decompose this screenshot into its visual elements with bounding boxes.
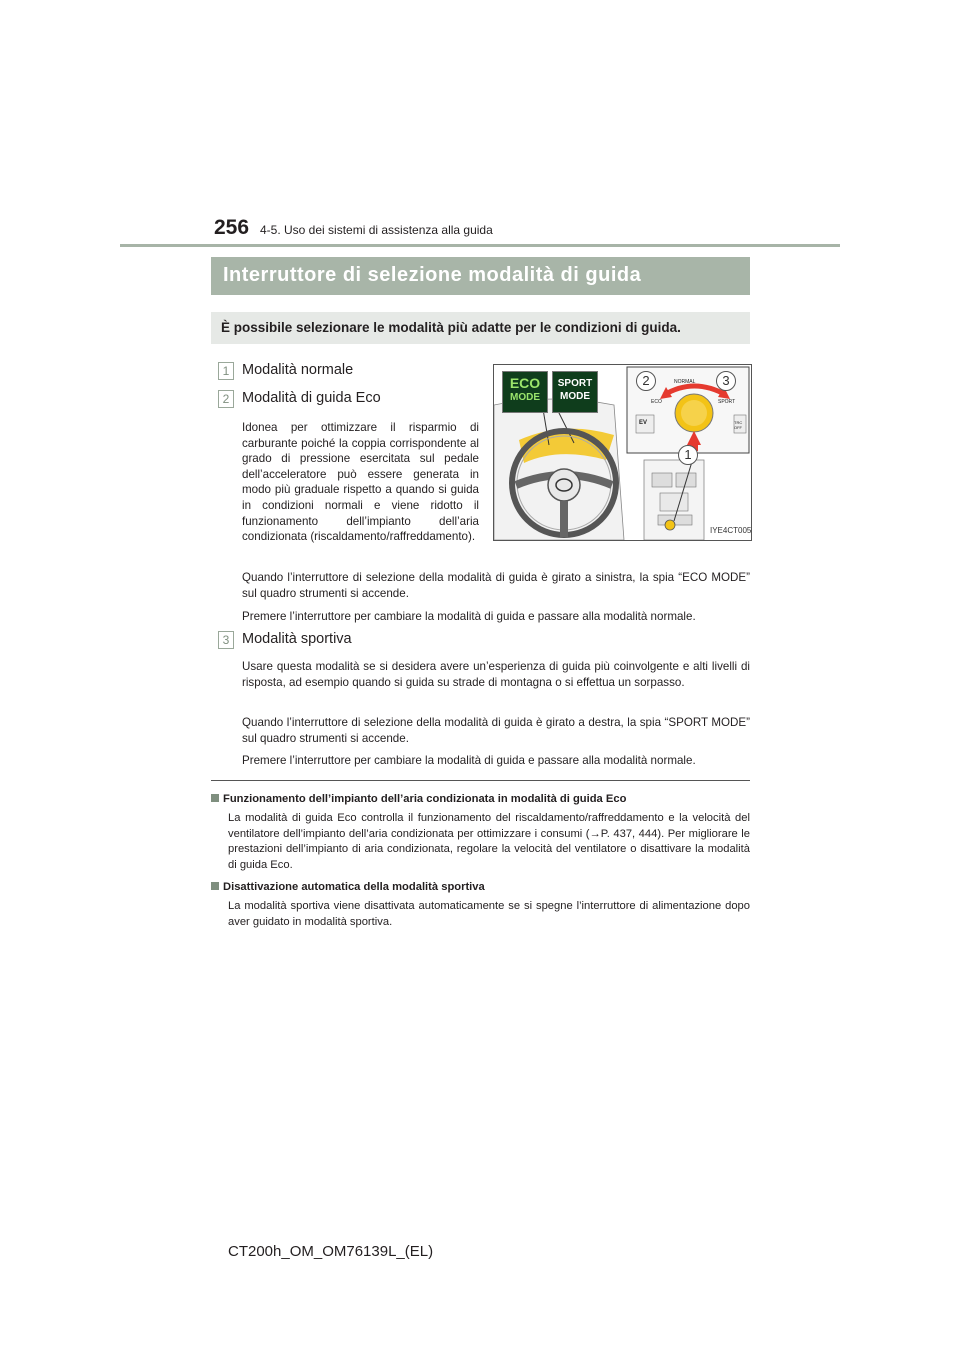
intro-text: È possibile selezionare le modalità più adatte per le condizioni di guida. bbox=[221, 320, 681, 335]
item-label-sport: Modalità sportiva bbox=[242, 631, 352, 647]
note-heading-eco bbox=[211, 793, 626, 805]
page-number: 256 bbox=[214, 216, 250, 239]
intro-box bbox=[211, 312, 750, 344]
item-label-eco: Modalità di guida Eco bbox=[242, 390, 381, 406]
document-code: CT200h_OM_OM76139L_(EL) bbox=[228, 1243, 434, 1260]
bullet-square-icon bbox=[211, 794, 219, 802]
sport-mode-indicator bbox=[552, 371, 598, 413]
note-heading-eco-text: Funzionamento dell’impianto dell’aria condizionata in modalità di guida Eco bbox=[223, 793, 627, 805]
eco-description: Idonea per ottimizzare il risparmio di carburante poiché la coppia corrispondente al grado di pressione esercitata sul pedale dell’acceleratore può essere generata in modo più graduale rispetto a quando si guida in condizioni normali e viene ridotto il funzionamento dell’impianto dell’aria condizionata (riscaldamento/raffreddamento). bbox=[242, 421, 479, 544]
item-number-3: 3 bbox=[218, 631, 234, 649]
item-number-2: 2 bbox=[218, 390, 234, 408]
section-path: 4-5. Uso dei sistemi di assistenza alla guida bbox=[260, 223, 493, 237]
eco-mode-line1: ECO bbox=[509, 375, 541, 391]
sport-mode-line2: MODE bbox=[560, 391, 590, 402]
sport-mode-line1: SPORT bbox=[557, 378, 593, 389]
section-title-bar bbox=[211, 257, 750, 295]
figure-code: IYE4CT005 bbox=[710, 526, 752, 535]
header-rule bbox=[120, 244, 840, 247]
note-text-sport: La modalità sportiva viene disattivata automaticamente se si spegne l’interruttore di alimentazione dopo aver guidato in modalità sportiva. bbox=[228, 900, 750, 928]
sport-return-text: Premere l’interruttore per cambiare la modalità di guida e passare alla modalità normale. bbox=[242, 754, 696, 767]
sport-indicator-text: Quando l’interruttore di selezione della modalità di guida è girato a destra, la spia “SPORT MODE” sul quadro strumenti si accende. bbox=[242, 716, 750, 745]
note-heading-sport bbox=[211, 881, 485, 893]
item-number-1: 1 bbox=[218, 362, 234, 380]
bullet-square-icon bbox=[211, 882, 219, 890]
callout-3: 3 bbox=[716, 371, 736, 391]
section-title: Interruttore di selezione modalità di guida bbox=[223, 264, 642, 286]
callout-1: 1 bbox=[678, 445, 698, 465]
ev-button-label: EV bbox=[639, 420, 648, 426]
knob-sport-label: SPORT bbox=[718, 399, 736, 405]
sport-description: Usare questa modalità se si desidera avere un’esperienza di guida più coinvolgente e alti livelli di risposta, ad esempio quando si guida su strade di montagna o si effettua un sorpasso. bbox=[242, 660, 750, 689]
knob-normal-label: NORMAL bbox=[674, 379, 696, 385]
item-label-normal: Modalità normale bbox=[242, 362, 354, 378]
eco-indicator-text: Quando l’interruttore di selezione della modalità di guida è girato a sinistra, la spia “ECO MODE” sul quadro strumenti si accende. bbox=[242, 571, 750, 600]
eco-mode-indicator bbox=[502, 371, 548, 413]
note-heading-sport-text: Disattivazione automatica della modalità sportiva bbox=[223, 881, 485, 893]
drive-mode-illustration bbox=[493, 364, 752, 541]
callout-2: 2 bbox=[636, 371, 656, 391]
eco-mode-line2: MODE bbox=[510, 392, 540, 403]
note-text-eco: La modalità di guida Eco controlla il funzionamento del riscaldamento/raffreddamento e la velocità del ventilatore dell’impianto dell’aria condizionata per ottimizzare i consumi (→P. 437, 444). Per migliorare le prestazioni dell’impianto di aria condizionata, regolare la velocità del ventilatore o disattivare la modalità di guida Eco. bbox=[228, 812, 750, 871]
notes-separator bbox=[211, 780, 750, 781]
eco-return-text: Premere l’interruttore per cambiare la modalità di guida e passare alla modalità normale. bbox=[242, 610, 696, 623]
trc-button-label: TRC OFF bbox=[734, 420, 743, 430]
knob-eco-label: ECO bbox=[651, 399, 662, 405]
